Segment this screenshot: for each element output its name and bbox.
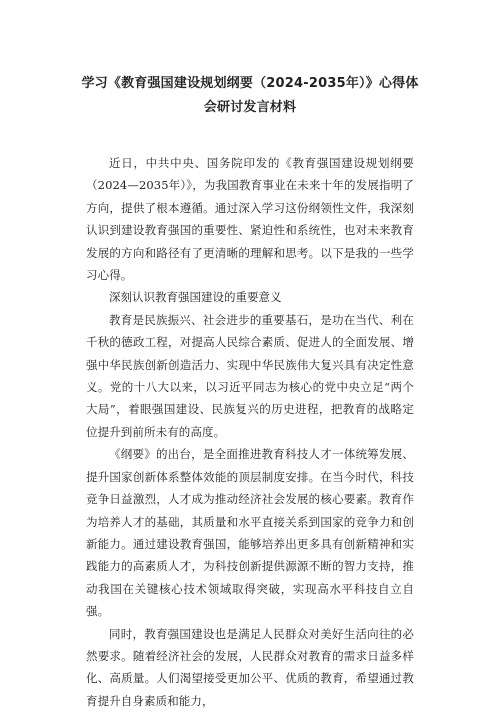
body-paragraph: 同时，教育强国建设也是满足人民群众对美好生活向往的必然要求。随着经济社会的发展，人民群众对教育的需求日益多样化、高质量。人们渴望接受更加公平、优质的教育，希望通过教育提升自身素质和能力，: [86, 626, 414, 708]
body-paragraph: 教育是民族振兴、社会进步的重要基石，是功在当代、利在千秋的德政工程，对提高人民综合素质、促进人的全面发展、增强中华民族创新创造活力、实现中华民族伟大复兴具有决定性意义。党的十八大以来，以习近平同志为核心的党中央立足“两个大局”，着眼强国建设、民族复兴的历史进程，把教育的战略定位提升到前所未有的高度。: [86, 312, 414, 439]
section-heading: 深刻认识教育强国建设的重要意义: [109, 290, 282, 305]
body-paragraph: 《纲要》的出台，是全面推进教育科技人才一体统筹发展、提升国家创新体系整体效能的顶层制度安排。在当今时代，科技竞争日益激烈，人才成为推动经济社会发展的核心要素。教育作为培养人才的基础，其质量和水平直接关系到国家的竞争力和创新能力。通过建设教育强国，能够培养出更多具有创新精神和实践能力的高素质人才，为科技创新提供源源不断的智力支持，推动我国在关键核心技术领域取得突破，实现高水平科技自立自强。: [86, 447, 414, 619]
intro-paragraph: 近日，中共中央、国务院印发的《教育强国建设规划纲要（2024—2035年）》，为我国教育事业在未来十年的发展指明了方向，提供了根本遵循。通过深入学习这份纲领性文件，我深刻认识到建设教育强国的重要性、紧迫性和系统性，也对未来教育发展的方向和路径有了更清晰的理解和思考。以下是我的一些学习心得。: [86, 156, 414, 283]
document-body: [86, 152, 414, 712]
document-title: 学习《教育强国建设规划纲要（2024-2035年）》心得体会研讨发言材料: [81, 76, 419, 115]
